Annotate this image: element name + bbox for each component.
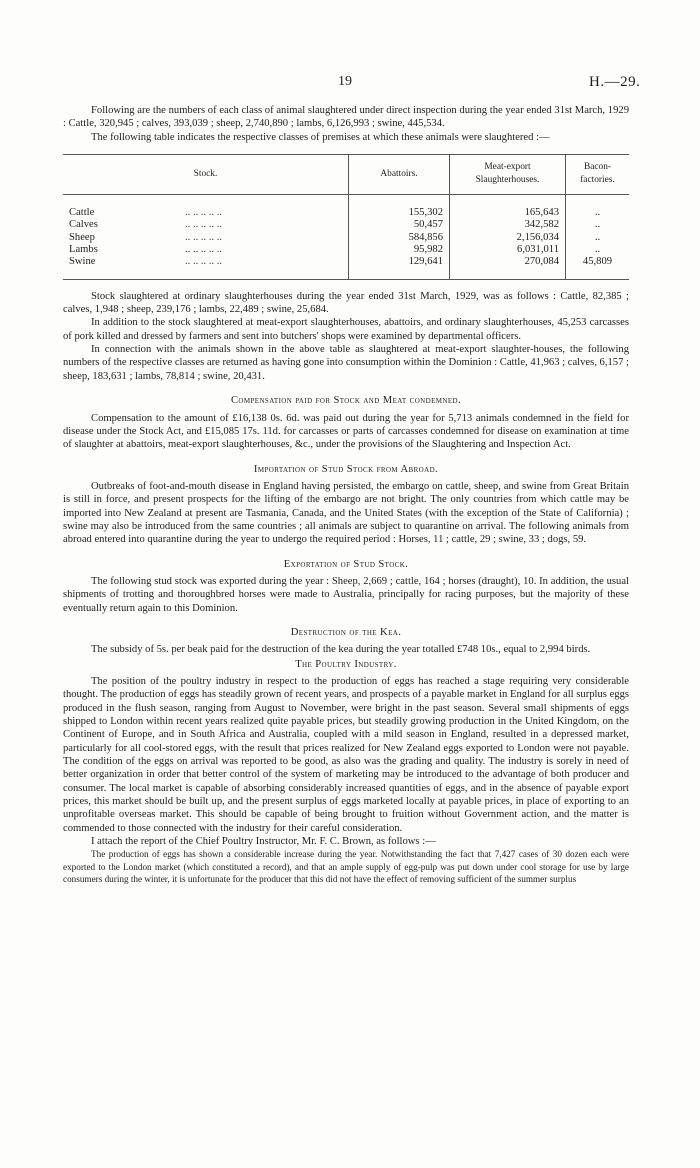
meat-export-value: 342,582	[450, 219, 566, 231]
abattoirs-value: 129,641	[349, 256, 450, 279]
paragraph-pork-carcasses: In addition to the stock slaughtered at meat-export slaughterhouses, abattoirs, and ordinary slaughterhouses, 45,253 carcasses of pork killed and dressed by farmers and sent into butchers' shops were examined by departmental officers.	[63, 317, 629, 342]
heading-poultry: The Poultry Industry.	[295, 658, 397, 670]
stock-name: Sheep	[69, 231, 95, 243]
paragraph-kea: The subsidy of 5s. per beak paid for the destruction of the kea during the year totalled £748 10s., equal to 2,994 birds.	[91, 644, 591, 656]
stock-name: Calves	[69, 219, 98, 231]
bacon-value: ..	[566, 207, 630, 219]
paragraph-compensation: Compensation to the amount of £16,138 0s. 6d. was paid out during the year for 5,713 animals condemned in the field for disease under the Stock Act, and £15,085 17s. 11d. for carcasses or parts of carcasses condemned for disease on examination at time of slaughter at abattoirs, meat-export slaughterhouses, &c., under the provisions of the Slaughtering and Inspection Act.	[63, 412, 629, 451]
stock-name: Lambs	[69, 243, 98, 255]
bacon-value: ..	[566, 232, 630, 244]
leader-dots: .. .. .. .. ..	[185, 243, 223, 255]
heading-importation: Importation of Stud Stock from Abroad.	[253, 463, 439, 475]
slaughter-premises-table	[63, 154, 629, 280]
stock-name: Swine	[69, 256, 96, 268]
table-row	[63, 219, 629, 231]
abattoirs-value: 50,457	[349, 219, 450, 231]
abattoirs-value: 155,302	[349, 207, 450, 219]
heading-exportation: Exportation of Stud Stock.	[283, 558, 409, 570]
meat-export-value: 6,031,011	[450, 244, 566, 256]
paragraph-exportation: The following stud stock was exported during the year : Sheep, 2,669 ; cattle, 164 ; horses (draught), 10. In addition, the usual shipments of trotting and thoroughbred horses were made to Australia, principally for racing purposes, but the majority of these eventually return again to this Dominion.	[63, 575, 629, 614]
meat-export-value: 2,156,034	[450, 232, 566, 244]
heading-compensation: Compensation paid for Stock and Meat condemned.	[230, 395, 462, 407]
table-row	[63, 256, 629, 279]
bacon-value: 45,809	[566, 256, 630, 279]
abattoirs-value: 95,982	[349, 244, 450, 256]
paragraph-ordinary-slaughterhouses: Stock slaughtered at ordinary slaughterhouses during the year ended 31st March, 1929, was as follows : Cattle, 82,385 ; calves, 1,948 ; sheep, 239,176 ; lambs, 22,489 ; swine, 25,684.	[63, 290, 629, 316]
column-header-abattoirs: Abattoirs.	[349, 155, 450, 195]
column-header-bacon-factories: Bacon-factories.	[566, 155, 630, 195]
stock-name: Cattle	[69, 206, 95, 218]
document-body	[63, 104, 629, 885]
paragraph-consumption: In connection with the animals shown in the above table as slaughtered at meat-export slaughter-houses, the following numbers of the respective classes are returned as having gone into consumption within the Dominion : Cattle, 41,963 ; calves, 6,157 ; sheep, 183,631 ; lambs, 78,814 ; swine, 20,431.	[63, 344, 629, 382]
paragraph-poultry: The position of the poultry industry in respect to the production of eggs has reached a stage requiring very considerable thought. The production of eggs has steadily grown of recent years, and prospects of a payable market in England for all surplus eggs produced in the flush season, ranging from August to November, were bright in the past season. Several small shipments of eggs shipped to London within recent years realized quite payable prices, but steadily growing production in the United Kingdom, on the Continent of Europe, and in South Africa and Australia, coupled with a mild season in England, resulted in a depressed market, particularly for all cool-stored eggs, with the result that prices realized for New Zealand eggs exported to London were not payable. The condition of the eggs on arrival was reported to be good, as also was the grading and quality. The industry is sorely in need of better organization in order that better control of the system of marketing may be introduced to the advantage of both producer and consumer. The local market is capable of absorbing considerably increased quantities of eggs, and in the absence of payable export prices, this market should be built up, and the present surplus of eggs marketed locally at payable prices, in place of exporting to an unprofitable overseas market. This should be capable of being brought to fruition without Government action, and the matter is commended to those connected with the industry for their careful consideration.	[63, 676, 629, 834]
paragraph-report-intro: I attach the report of the Chief Poultry Instructor, Mr. F. C. Brown, as follows :—	[91, 836, 436, 848]
leader-dots: .. .. .. .. ..	[185, 206, 223, 218]
bacon-value: ..	[566, 244, 630, 256]
table-header-row	[63, 155, 629, 195]
leader-dots: .. .. .. .. ..	[185, 219, 223, 231]
meat-export-value: 270,084	[450, 256, 566, 279]
table-row	[63, 232, 629, 244]
table-row	[63, 207, 629, 219]
leader-dots: .. .. .. .. ..	[185, 231, 223, 243]
abattoirs-value: 584,856	[349, 232, 450, 244]
leader-dots: .. .. .. .. ..	[185, 256, 223, 268]
column-header-meat-export: Meat-export Slaughterhouses.	[450, 155, 566, 195]
column-header-stock: Stock.	[63, 155, 349, 195]
page-number: 19	[338, 74, 352, 89]
bacon-value: ..	[566, 219, 630, 231]
meat-export-value: 165,643	[450, 207, 566, 219]
paragraph-poultry-report: The production of eggs has shown a considerable increase during the year. Notwithstanding the fact that 7,427 cases of 30 dozen each were exported to the London market (which constituted a record), and that an ample supply of egg-pulp was put down under cool storage for use by large consumers during the winter, it is unfortunate for the producer that this did not have the effect of removing sufficient of the summer surplus	[63, 849, 629, 885]
document-code: H.—29.	[589, 74, 641, 90]
paragraph-importation: Outbreaks of foot-and-mouth disease in England having persisted, the embargo on cattle, sheep, and swine from Great Britain is still in force, and present prospects for the lifting of the embargo are not bright. The only countries from which cattle may be imported into New Zealand at present are Tasmania, Canada, and the United States (with the exception of the State of California) ; swine may also be introduced from the same countries ; all animals are subject to quarantine on arrival. The following animals from abroad entered into quarantine during the year to undergo the required period : Horses, 11 ; cattle, 29 ; swine, 33 ; dogs, 59.	[63, 480, 629, 546]
paragraph-slaughter-numbers: Following are the numbers of each class of animal slaughtered under direct inspection during the year ended 31st March, 1929 : Cattle, 320,945 ; calves, 393,039 ; sheep, 2,740,890 ; lambs, 6,126,993 ; swine, 445,534.	[63, 105, 629, 130]
paragraph-table-intro: The following table indicates the respective classes of premises at which these animals were slaughtered :—	[91, 131, 550, 143]
heading-kea: Destruction of the Kea.	[290, 626, 402, 638]
table-row	[63, 244, 629, 256]
